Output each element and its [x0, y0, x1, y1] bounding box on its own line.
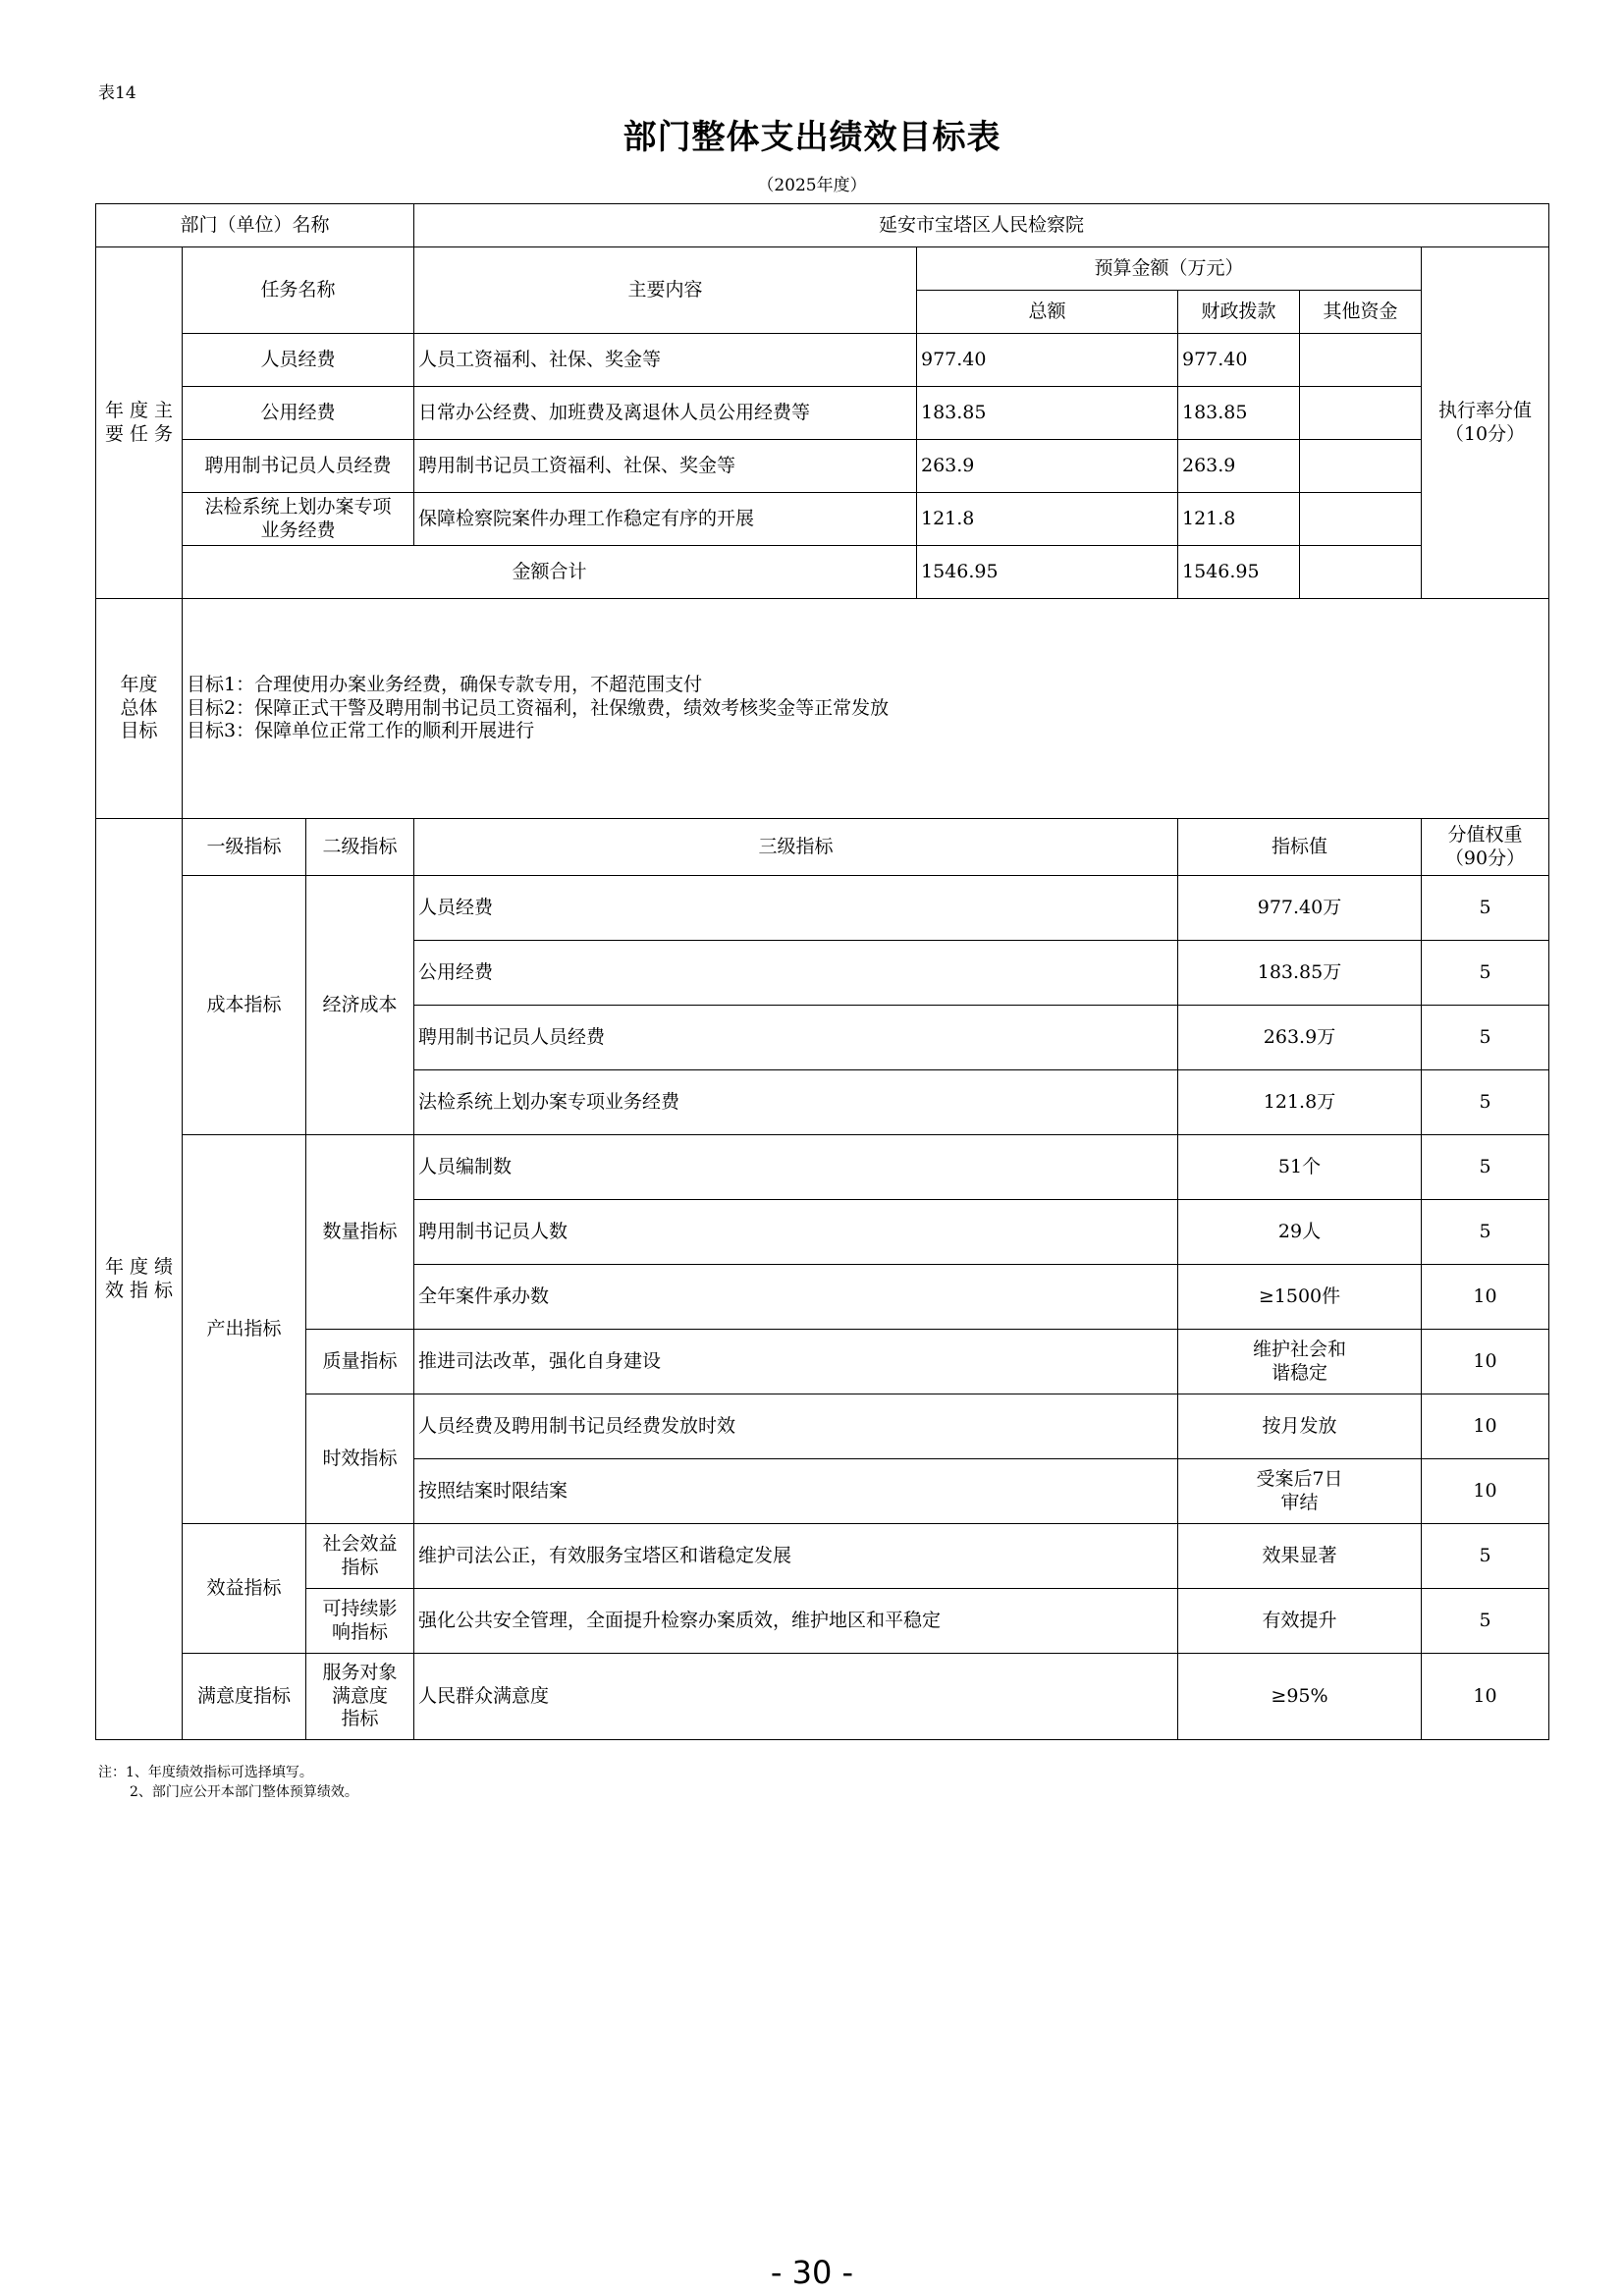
task-other [1300, 440, 1422, 493]
task-name-header: 任务名称 [183, 247, 414, 334]
goal-line: 目标1：合理使用办案业务经费，确保专款专用，不超范围支付 [187, 673, 703, 695]
level3-indicator: 人员编制数 [414, 1135, 1178, 1200]
indicator-weight: 5 [1422, 1200, 1549, 1265]
page-title: 部门整体支出绩效目标表 [623, 118, 1001, 157]
level2-header: 二级指标 [306, 819, 414, 876]
execution-rate-score: 执行率分值 （10分） [1422, 247, 1549, 599]
level3-indicator: 全年案件承办数 [414, 1265, 1178, 1330]
level3-indicator: 维护司法公正，有效服务宝塔区和谐稳定发展 [414, 1524, 1178, 1589]
dept-name-value: 延安市宝塔区人民检察院 [414, 204, 1549, 247]
indicator-weight: 5 [1422, 1006, 1549, 1070]
footnote-1: 注：1、年度绩效指标可选择填写。 [98, 1765, 313, 1780]
annual-goals-content [183, 599, 1549, 819]
indicator-weight: 5 [1422, 1135, 1549, 1200]
indicator-value: 977.40万 [1178, 876, 1422, 941]
indicator-value: 维护社会和 谐稳定 [1178, 1330, 1422, 1394]
performance-target-table [95, 203, 1549, 1740]
task-fiscal: 121.8 [1178, 493, 1300, 546]
level2-indicator: 时效指标 [306, 1394, 414, 1524]
task-total: 263.9 [917, 440, 1178, 493]
level3-indicator: 强化公共安全管理，全面提升检察办案质效，维护地区和平稳定 [414, 1589, 1178, 1654]
indicator-value: 效果显著 [1178, 1524, 1422, 1589]
footnotes [98, 1763, 358, 1802]
task-name: 人员经费 [183, 334, 414, 387]
task-other [1300, 334, 1422, 387]
sum-other [1300, 546, 1422, 599]
level2-indicator: 社会效益 指标 [306, 1524, 414, 1589]
level1-indicator: 产出指标 [183, 1135, 306, 1524]
indicator-weight: 10 [1422, 1265, 1549, 1330]
page-number: - 30 - [770, 2254, 854, 2291]
indicator-value: 29人 [1178, 1200, 1422, 1265]
task-name: 法检系统上划办案专项 业务经费 [183, 493, 414, 546]
indicator-weight: 5 [1422, 876, 1549, 941]
task-other [1300, 493, 1422, 546]
level2-indicator: 服务对象 满意度 指标 [306, 1654, 414, 1740]
task-fiscal: 183.85 [1178, 387, 1300, 440]
indicator-value: 按月发放 [1178, 1394, 1422, 1459]
indicator-value: 183.85万 [1178, 941, 1422, 1006]
indicator-weight: 5 [1422, 941, 1549, 1006]
level3-indicator: 人员经费 [414, 876, 1178, 941]
task-fiscal: 263.9 [1178, 440, 1300, 493]
level1-header: 一级指标 [183, 819, 306, 876]
main-content-header: 主要内容 [414, 247, 917, 334]
sum-fiscal: 1546.95 [1178, 546, 1300, 599]
indicator-value: ≥1500件 [1178, 1265, 1422, 1330]
task-content: 日常办公经费、加班费及离退休人员公用经费等 [414, 387, 917, 440]
indicator-value: 263.9万 [1178, 1006, 1422, 1070]
level2-indicator: 数量指标 [306, 1135, 414, 1330]
level3-header: 三级指标 [414, 819, 1178, 876]
task-content: 保障检察院案件办理工作稳定有序的开展 [414, 493, 917, 546]
dept-name-label: 部门（单位）名称 [96, 204, 414, 247]
fiscal-header: 财政拨款 [1178, 291, 1300, 334]
other-funds-header: 其他资金 [1300, 291, 1422, 334]
level3-indicator: 按照结案时限结案 [414, 1459, 1178, 1524]
table-label: 表14 [98, 83, 136, 103]
level3-indicator: 聘用制书记员人数 [414, 1200, 1178, 1265]
level3-indicator: 人员经费及聘用制书记员经费发放时效 [414, 1394, 1178, 1459]
footnote-2: 2、部门应公开本部门整体预算绩效。 [130, 1784, 358, 1800]
indicator-weight: 10 [1422, 1459, 1549, 1524]
indicator-weight: 5 [1422, 1524, 1549, 1589]
level2-indicator: 可持续影 响指标 [306, 1589, 414, 1654]
level3-indicator: 推进司法改革，强化自身建设 [414, 1330, 1178, 1394]
level2-indicator: 经济成本 [306, 876, 414, 1135]
annual-goals-label: 年度 总体 目标 [96, 599, 183, 819]
indicator-value: 有效提升 [1178, 1589, 1422, 1654]
indicator-value: ≥95% [1178, 1654, 1422, 1740]
indicator-value: 121.8万 [1178, 1070, 1422, 1135]
annual-indicators-label: 年 度 绩 效 指 标 [96, 819, 183, 1740]
task-other [1300, 387, 1422, 440]
indicator-weight: 5 [1422, 1070, 1549, 1135]
goal-line: 目标2：保障正式干警及聘用制书记员工资福利，社保缴费，绩效考核奖金等正常发放 [187, 696, 890, 719]
indicator-weight: 5 [1422, 1589, 1549, 1654]
level3-indicator: 聘用制书记员人员经费 [414, 1006, 1178, 1070]
value-header: 指标值 [1178, 819, 1422, 876]
task-name: 公用经费 [183, 387, 414, 440]
task-name: 聘用制书记员人员经费 [183, 440, 414, 493]
indicator-value: 受案后7日 审结 [1178, 1459, 1422, 1524]
level1-indicator: 成本指标 [183, 876, 306, 1135]
total-header: 总额 [917, 291, 1178, 334]
level3-indicator: 人民群众满意度 [414, 1654, 1178, 1740]
task-total: 977.40 [917, 334, 1178, 387]
indicator-weight: 10 [1422, 1654, 1549, 1740]
indicator-weight: 10 [1422, 1394, 1549, 1459]
weight-header: 分值权重 （90分） [1422, 819, 1549, 876]
annual-tasks-label: 年 度 主 要 任 务 [96, 247, 183, 599]
goal-line: 目标3：保障单位正常工作的顺利开展进行 [187, 720, 535, 742]
level2-indicator: 质量指标 [306, 1330, 414, 1394]
task-content: 人员工资福利、社保、奖金等 [414, 334, 917, 387]
level1-indicator: 满意度指标 [183, 1654, 306, 1740]
indicator-weight: 10 [1422, 1330, 1549, 1394]
level1-indicator: 效益指标 [183, 1524, 306, 1654]
indicator-value: 51个 [1178, 1135, 1422, 1200]
task-total: 183.85 [917, 387, 1178, 440]
task-total: 121.8 [917, 493, 1178, 546]
level3-indicator: 公用经费 [414, 941, 1178, 1006]
level3-indicator: 法检系统上划办案专项业务经费 [414, 1070, 1178, 1135]
year-label: （2025年度） [757, 176, 867, 195]
sum-total: 1546.95 [917, 546, 1178, 599]
task-fiscal: 977.40 [1178, 334, 1300, 387]
budget-amount-header: 预算金额（万元） [917, 247, 1422, 291]
sum-label: 金额合计 [183, 546, 917, 599]
task-content: 聘用制书记员工资福利、社保、奖金等 [414, 440, 917, 493]
